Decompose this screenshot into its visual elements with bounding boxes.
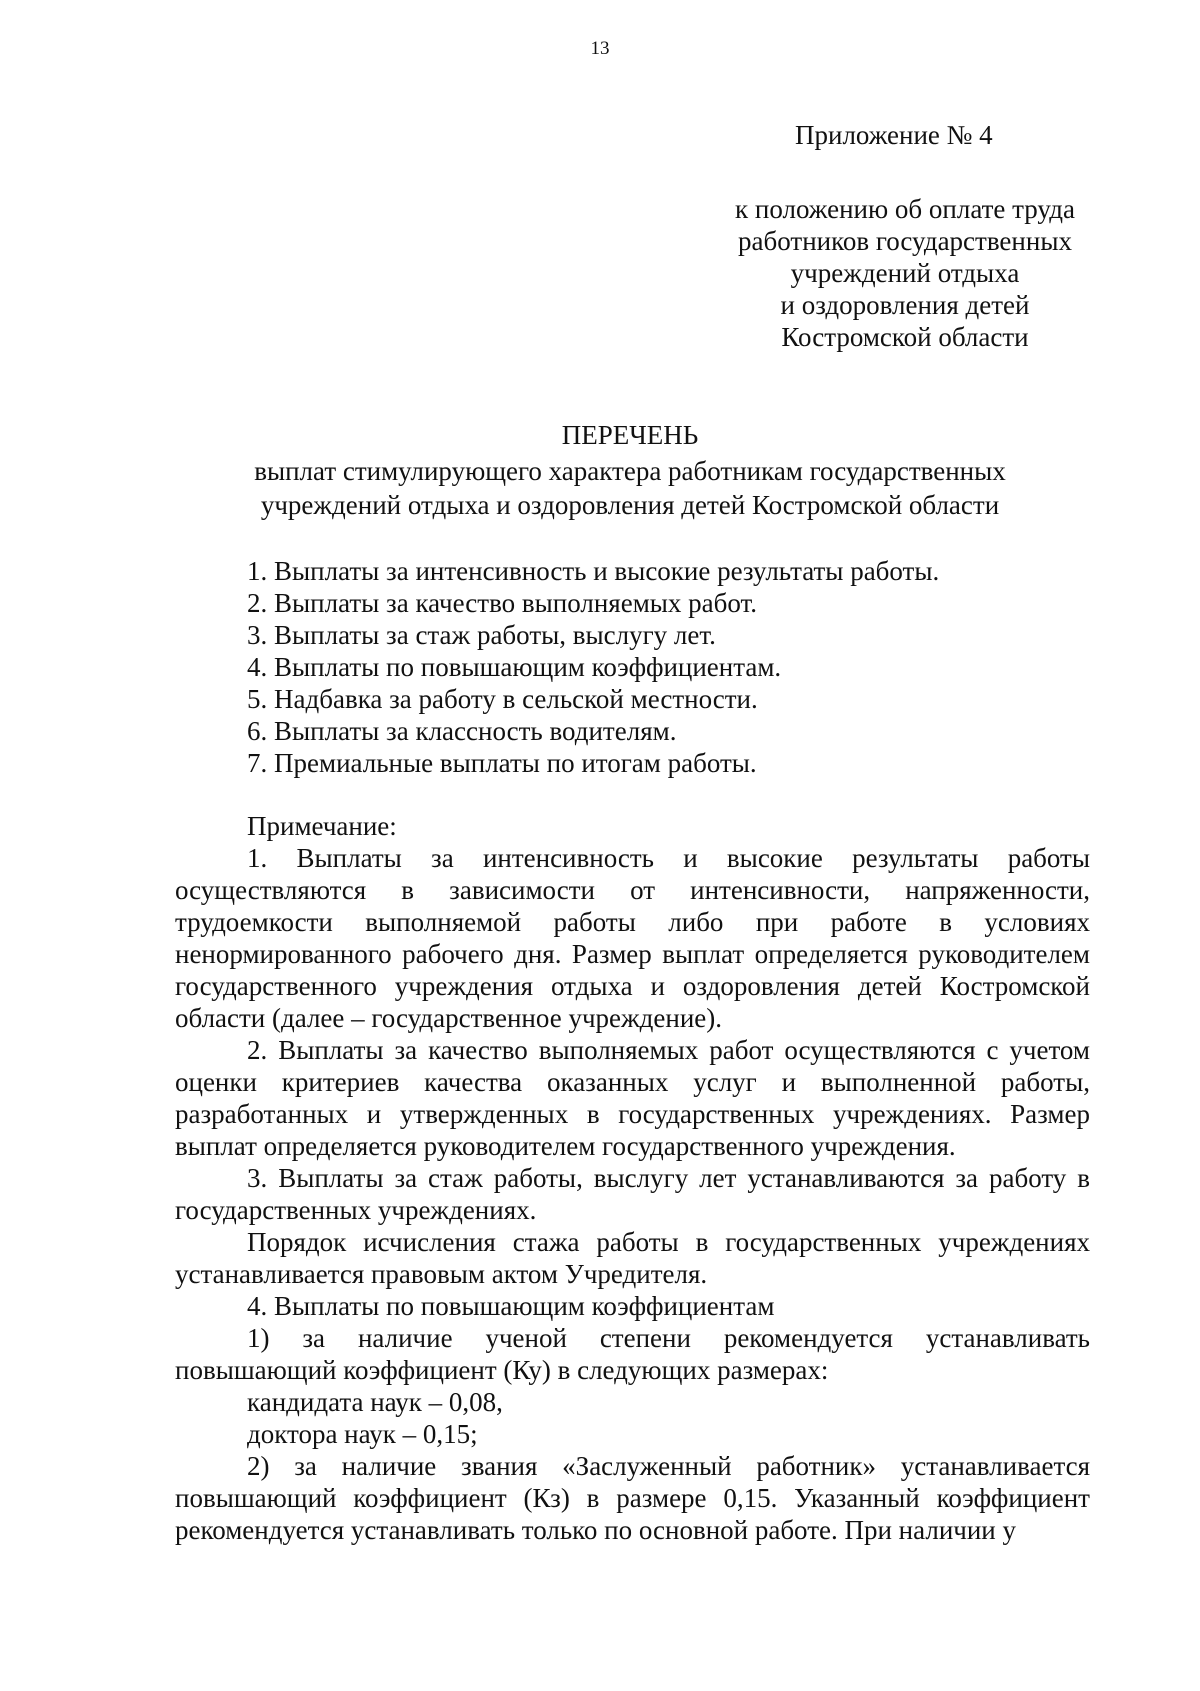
note-paragraph: Порядок исчисления стажа работы в государственных учреждениях устанавливается правовым актом Учредителя. (175, 1227, 1090, 1289)
subheading-line: учреждений отдыха и оздоровления детей Костромской области (260, 490, 1000, 520)
page-number: 13 (590, 38, 610, 59)
note-paragraph: 4. Выплаты по повышающим коэффициентам (247, 1291, 775, 1321)
document-subheading (200, 454, 1060, 522)
appendix-title: Приложение № 4 (795, 120, 993, 150)
appendix-subtitle (700, 193, 1110, 353)
note-paragraph: доктора наук – 0,15; (247, 1419, 478, 1449)
payments-list (247, 555, 939, 779)
note-paragraph: 1) за наличие ученой степени рекомендуется устанавливать повышающий коэффициент (Ку) в следующих размерах: (175, 1323, 1090, 1385)
appendix-subtitle-line: учреждений отдыха (790, 258, 1020, 288)
appendix-subtitle-line: работников государственных (738, 226, 1072, 256)
appendix-subtitle-line: Костромской области (781, 322, 1029, 352)
list-item: 7. Премиальные выплаты по итогам работы. (247, 748, 757, 778)
note-paragraph: 1. Выплаты за интенсивность и высокие результаты работы осуществляются в зависимости от интенсивности, напряженности, трудоемкости выполняемой работы либо при работе в условиях ненормированного рабочего дня. Размер выплат определяется руководителем государственного учреждения отдыха и оздоровления детей Костромской области (далее – государственное учреждение). (175, 843, 1090, 1033)
list-item: 4. Выплаты по повышающим коэффициентам. (247, 652, 782, 682)
list-item: 3. Выплаты за стаж работы, выслугу лет. (247, 620, 716, 650)
note-paragraph: 3. Выплаты за стаж работы, выслугу лет устанавливаются за работу в государственных учреждениях. (175, 1163, 1090, 1225)
list-item: 6. Выплаты за классность водителям. (247, 716, 677, 746)
subheading-line: выплат стимулирующего характера работникам государственных (254, 456, 1006, 486)
list-item: 5. Надбавка за работу в сельской местности. (247, 684, 758, 714)
note-paragraph: кандидата наук – 0,08, (247, 1387, 503, 1417)
appendix-subtitle-line: и оздоровления детей (780, 290, 1030, 320)
note-paragraph: 2. Выплаты за качество выполняемых работ осуществляются с учетом оценки критериев качества оказанных услуг и выполненной работы, разработанных и утвержденных в государственных учреждениях. Размер выплат определяется руководителем государственного учреждения. (175, 1035, 1090, 1161)
list-item: 1. Выплаты за интенсивность и высокие результаты работы. (247, 556, 940, 586)
note-paragraph: 2) за наличие звания «Заслуженный работник» устанавливается повышающий коэффициент (Кз) в размере 0,15. Указанный коэффициент рекомендуется устанавливать только по основной работе. При наличии у (175, 1451, 1090, 1545)
notes-title: Примечание: (247, 811, 397, 841)
document-heading: ПЕРЕЧЕНЬ (561, 420, 699, 450)
appendix-subtitle-line: к положению об оплате труда (735, 194, 1075, 224)
notes-section (175, 810, 1090, 1546)
list-item: 2. Выплаты за качество выполняемых работ. (247, 588, 758, 618)
